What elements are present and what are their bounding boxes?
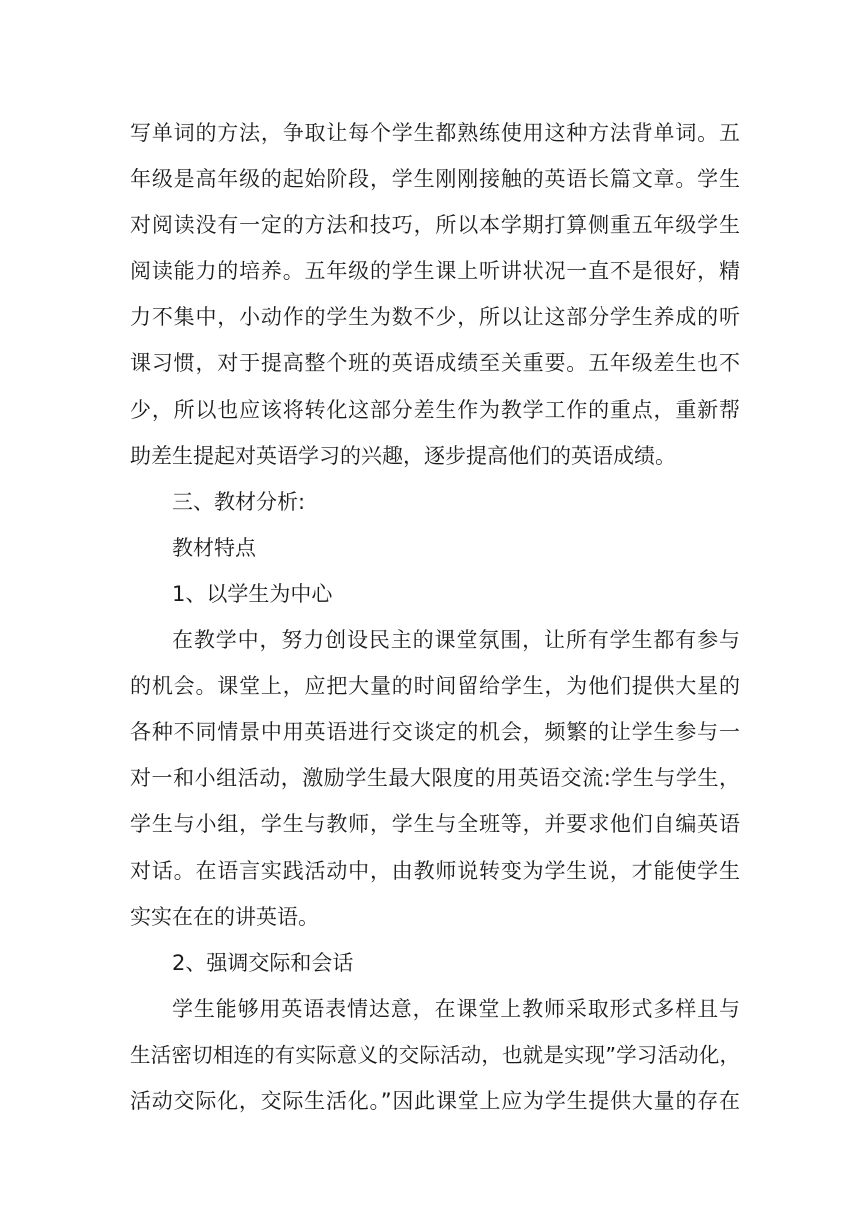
body-text-line: 阅读能力的培养。五年级的学生课上听讲状况一直不是很好，精 <box>130 259 740 284</box>
body-text-line: 对阅读没有一定的方法和技巧，所以本学期打算侧重五年级学生 <box>130 213 740 238</box>
body-text-line: 各种不同情景中用英语进行交谈定的机会，频繁的让学生参与一 <box>130 720 740 745</box>
paragraph-first-line: 学生能够用英语表情达意，在课堂上教师采取形式多样且与 <box>172 996 740 1021</box>
body-text-line: 力不集中，小动作的学生为数不少，所以让这部分学生养成的听 <box>130 305 740 330</box>
paragraph-first-line: 在教学中，努力创设民主的课堂氛围，让所有学生都有参与 <box>172 628 740 653</box>
body-text-line: 的机会。课堂上，应把大量的时间留给学生，为他们提供大星的 <box>130 674 740 699</box>
numbered-heading: 1、以学生为中心 <box>172 581 333 606</box>
document-body <box>130 110 740 1124</box>
body-text-line: 课习惯，对于提高整个班的英语成绩至关重要。五年级差生也不 <box>130 351 740 376</box>
body-text-line: 学生与小组，学生与教师，学生与全班等，并要求他们自编英语 <box>130 812 740 837</box>
body-text-line: 助差生提起对英语学习的兴趣，逐步提高他们的英语成绩。 <box>130 443 676 468</box>
body-text-line: 对一和小组活动，激励学生最大限度的用英语交流:学生与学生， <box>130 766 740 791</box>
body-text-line: 对话。在语言实践活动中，由教师说转变为学生说，才能使学生 <box>130 858 740 883</box>
body-text-line: 年级是高年级的起始阶段，学生刚刚接触的英语长篇文章。学生 <box>130 167 740 192</box>
numbered-heading: 2、强调交际和会话 <box>172 950 354 975</box>
body-text-line: 实实在在的讲英语。 <box>130 904 319 929</box>
body-text-line: 写单词的方法，争取让每个学生都熟练使用这种方法背单词。五 <box>130 121 740 145</box>
subsection-heading: 教材特点 <box>172 535 256 560</box>
body-text-line: 少，所以也应该将转化这部分差生作为教学工作的重点，重新帮 <box>130 397 740 422</box>
section-heading: 三、教材分析: <box>172 489 306 514</box>
body-text-line: 活动交际化，交际生活化。”因此课堂上应为学生提供大量的存在 <box>130 1088 740 1113</box>
body-text-line: 生活密切相连的有实际意义的交际活动，也就是实现”学习活动化， <box>130 1042 740 1067</box>
